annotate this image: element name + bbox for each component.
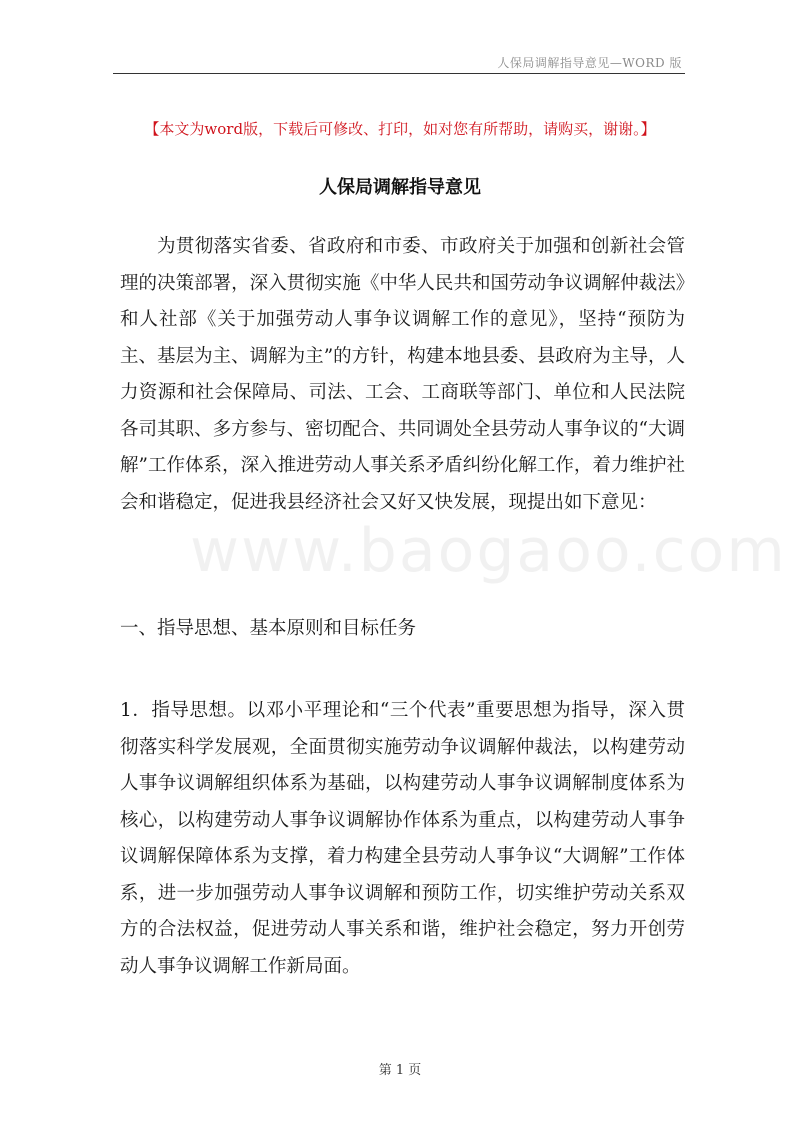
intro-paragraph: 为贯彻落实省委、省政府和市委、市政府关于加强和创新社会管理的决策部署，深入贯彻实施《中华人民共和国劳动争议调解仲裁法》和人社部《关于加强劳动人事争议调解工作的意见》，坚持“预防为主、基层为主、调解为主”的方针，构建本地县委、县政府为主导，人力资源和社会保障局、司法、工会、工商联等部门、单位和人民法院各司其职、多方参与、密切配合、共同调处全县劳动人事争议的“大调解”工作体系，深入推进劳动人事关系矛盾纠纷化解工作，着力维护社会和谐稳定，促进我县经济社会又好又快发展，现提出如下意见： [120, 236, 685, 513]
header-divider [113, 73, 685, 74]
purchase-notice: 【本文为word版，下载后可修改、打印，如对您有所帮助，请购买，谢谢。】 [144, 120, 656, 138]
running-header-title: 人保局调解指导意见—WORD 版 [497, 56, 682, 70]
watermark: www.baogaoo.com [190, 516, 787, 586]
page-number: 第 1 页 [378, 1063, 422, 1078]
section-heading: 一、指导思想、基本原则和目标任务 [120, 618, 417, 639]
document-title: 人保局调解指导意见 [319, 177, 481, 198]
guiding-ideology-paragraph: 1．指导思想。以邓小平理论和“三个代表”重要思想为指导，深入贯彻落实科学发展观，全面贯彻实施劳动争议调解仲裁法，以构建劳动人事争议调解组织体系为基础，以构建劳动人事争议调解制度体系为核心，以构建劳动人事争议调解协作体系为重点，以构建劳动人事争议调解保障体系为支撑，着力构建全县劳动人事争议“大调解”工作体系，进一步加强劳动人事争议调解和预防工作，切实维护劳动关系双方的合法权益，促进劳动人事关系和谐，维护社会稳定，努力开创劳动人事争议调解工作新局面。 [120, 700, 685, 977]
